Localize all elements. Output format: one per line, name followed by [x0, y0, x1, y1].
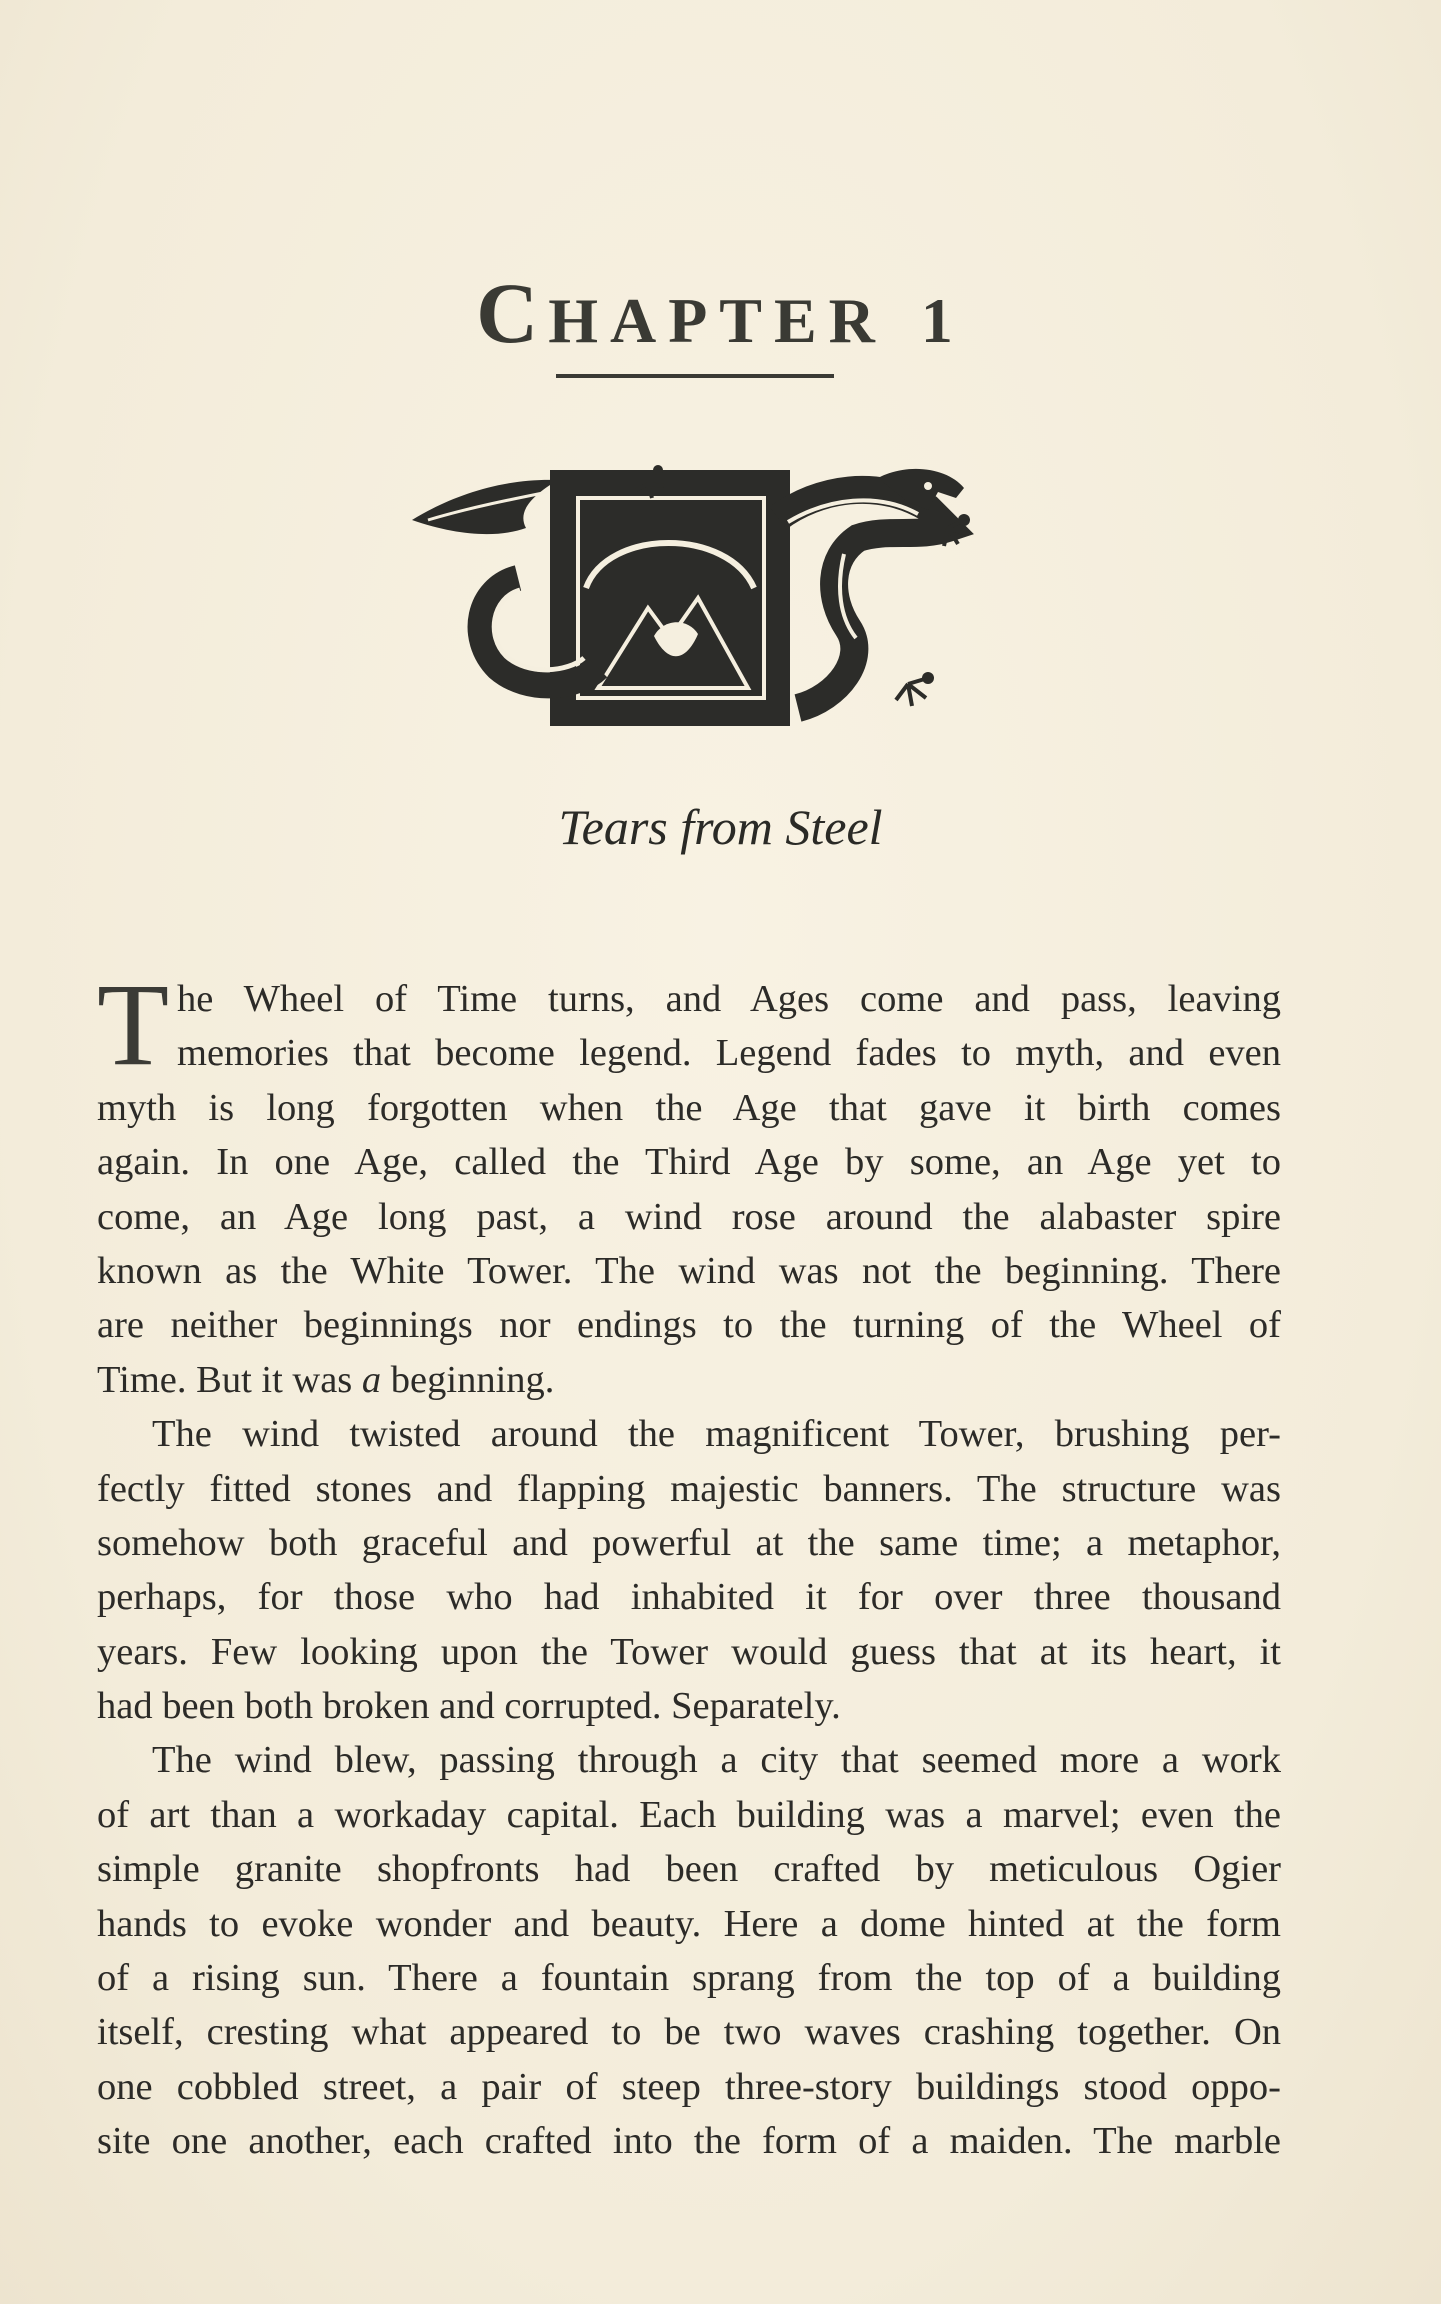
- text-run-italic: a: [361, 1358, 382, 1401]
- paragraph-2: [97, 1407, 1281, 1733]
- text-line: site one another, each crafted into the form of a maiden. The marble: [97, 2120, 1281, 2163]
- chapter-number: 1: [920, 285, 965, 356]
- text-line: known as the White Tower. The wind was not the beginning. There: [97, 1249, 1281, 1292]
- text-line: fectly fitted stones and flapping majestic banners. The structure was: [97, 1467, 1281, 1510]
- text-line: simple granite shopfronts had been crafted by meticulous Ogier: [97, 1848, 1281, 1891]
- text-line: The wind twisted around the magnificent Tower, brushing per-: [152, 1413, 1281, 1456]
- text-line: The wind blew, passing through a city that seemed more a work: [152, 1739, 1281, 1782]
- paragraph-1: [97, 959, 1281, 1407]
- text-line: [97, 1353, 1281, 1407]
- dragon-ornament-icon: [408, 458, 978, 738]
- text-run: beginning.: [381, 1358, 555, 1401]
- chapter-heading-initial: C: [476, 265, 549, 361]
- text-line: hands to evoke wonder and beauty. Here a dome hinted at the form: [97, 1902, 1281, 1945]
- chapter-heading: [0, 265, 1441, 361]
- text-line: are neither beginnings nor endings to the turning of the Wheel of: [97, 1304, 1281, 1347]
- text-line: of art than a workaday capital. Each building was a marvel; even the: [97, 1793, 1281, 1836]
- text-line: had been both broken and corrupted. Separately.: [97, 1685, 841, 1728]
- text-line: years. Few looking upon the Tower would guess that at its heart, it: [97, 1630, 1281, 1673]
- text-line: again. In one Age, called the Third Age by some, an Age yet to: [97, 1141, 1281, 1184]
- text-line: he Wheel of Time turns, and Ages come and pass, leaving: [177, 978, 1281, 1020]
- text-line: perhaps, for those who had inhabited it for over three thousand: [97, 1576, 1281, 1619]
- text-line: come, an Age long past, a wind rose around the alabaster spire: [97, 1195, 1281, 1238]
- chapter-subtitle: Tears from Steel: [558, 799, 883, 855]
- text-line: memories that become legend. Legend fades to myth, and even: [177, 1032, 1281, 1075]
- text-run: Time. But it was: [97, 1358, 362, 1401]
- heading-underline: [556, 374, 834, 378]
- chapter-body-text: [97, 959, 1281, 2169]
- drop-cap: T: [97, 959, 170, 1090]
- text-line: one cobbled street, a pair of steep three-story buildings stood oppo-: [97, 2065, 1281, 2108]
- text-line: itself, cresting what appeared to be two waves crashing together. On: [97, 2011, 1281, 2054]
- paragraph-3: [97, 1733, 1281, 2168]
- text-line: myth is long forgotten when the Age that gave it birth comes: [97, 1086, 1281, 1129]
- text-line: somehow both graceful and powerful at the same time; a metaphor,: [97, 1521, 1281, 1564]
- chapter-heading-word: HAPTER: [548, 285, 887, 356]
- text-line: of a rising sun. There a fountain sprang from the top of a building: [97, 1957, 1281, 2000]
